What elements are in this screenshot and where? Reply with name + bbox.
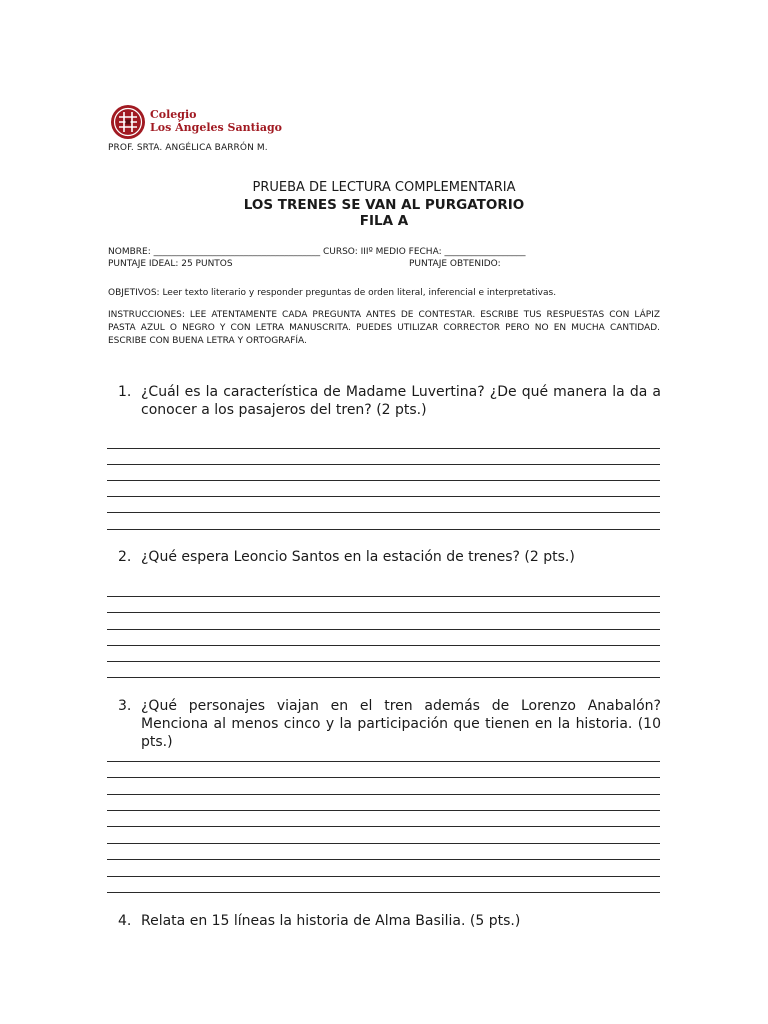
school-name (150, 108, 282, 134)
book-title: LOS TRENES SE VAN AL PURGATORIO (243, 197, 525, 213)
obtained-score: PUNTAJE OBTENIDO: (409, 259, 501, 269)
answer-line[interactable] (107, 661, 660, 662)
student-info-line: NOMBRE: _____________________________________ CURSO: IIIº MEDIO FECHA: __________________ (108, 247, 526, 257)
answer-line[interactable] (107, 761, 660, 762)
answer-line[interactable] (107, 826, 660, 827)
question-number: 2. (118, 549, 132, 565)
question-text: ¿Qué espera Leoncio Santos en la estación de trenes? (2 pts.) (141, 549, 575, 565)
answer-line[interactable] (107, 843, 660, 844)
answer-line[interactable] (107, 810, 660, 811)
teacher-name: PROF. SRTA. ANGÉLICA BARRÓN M. (108, 143, 268, 153)
school-logo-emblem (110, 104, 146, 140)
question-text: ¿Qué personajes viajan en el tren además de Lorenzo Anabalón? Menciona al menos cinco y la participación que tienen en la historia. (10 pts.) (141, 698, 661, 750)
answer-line[interactable] (107, 876, 660, 877)
answer-line[interactable] (107, 859, 660, 860)
question-1 (118, 383, 661, 418)
answer-line[interactable] (107, 794, 660, 795)
answer-line[interactable] (107, 480, 660, 481)
question-3 (118, 697, 661, 750)
question-number: 4. (118, 913, 132, 929)
question-text: Relata en 15 líneas la historia de Alma Basilia. (5 pts.) (141, 913, 521, 929)
question-text: ¿Cuál es la característica de Madame Luvertina? ¿De qué manera la da a conocer a los pasajeros del tren? (2 pts.) (141, 384, 661, 418)
answer-line[interactable] (107, 892, 660, 893)
ideal-score: PUNTAJE IDEAL: 25 PUNTOS (108, 259, 233, 269)
exam-version: FILA A (359, 213, 409, 229)
question-2 (118, 548, 661, 566)
answer-line[interactable] (107, 677, 660, 678)
answer-line[interactable] (107, 645, 660, 646)
answer-line[interactable] (107, 777, 660, 778)
answer-line[interactable] (107, 448, 660, 449)
answer-line[interactable] (107, 512, 660, 513)
answer-line[interactable] (107, 596, 660, 597)
instructions-text: INSTRUCCIONES: LEE ATENTAMENTE CADA PREGUNTA ANTES DE CONTESTAR. ESCRIBE TUS RESPUESTAS CON LÁPIZ PASTA AZUL O NEGRO Y CON LETRA MANUSCRITA. PUEDES UTILIZAR CORRECTOR PERO NO EN MUCHA CANTIDAD. ESCRIBE CON BUENA LETRA Y ORTOGRAFÍA. (108, 310, 660, 346)
question-4 (118, 912, 661, 930)
question-number: 1. (118, 384, 132, 400)
school-name-line1: Colegio (150, 108, 197, 121)
answer-line[interactable] (107, 529, 660, 530)
school-name-line2: Los Ángeles Santiago (150, 121, 282, 134)
exam-title: PRUEBA DE LECTURA COMPLEMENTARIA (252, 180, 516, 195)
objectives-text: OBJETIVOS: Leer texto literario y responder preguntas de orden literal, inferencial e interpretativas. (108, 288, 557, 298)
answer-line[interactable] (107, 612, 660, 613)
answer-line[interactable] (107, 496, 660, 497)
answer-line[interactable] (107, 464, 660, 465)
answer-line[interactable] (107, 629, 660, 630)
question-number: 3. (118, 698, 132, 714)
